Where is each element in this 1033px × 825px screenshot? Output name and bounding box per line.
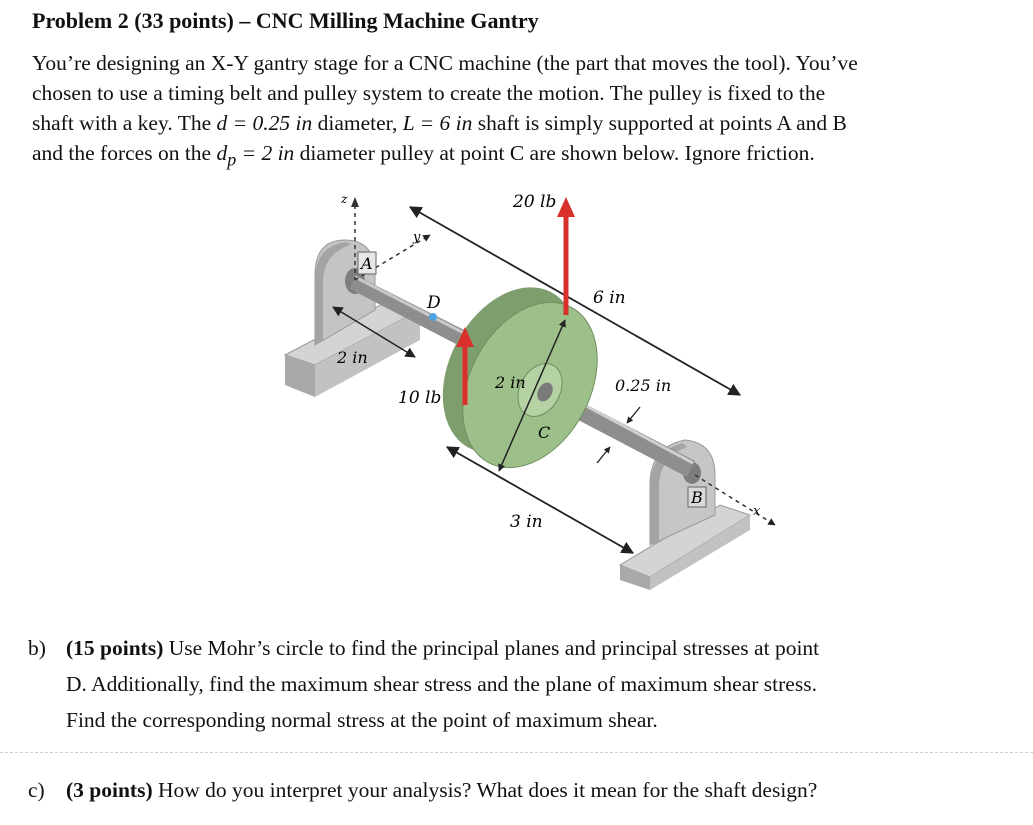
c-to-b-dimension-label: 3 in (510, 512, 543, 532)
point-c-label: C (538, 423, 551, 442)
part-b-text: Use Mohr’s circle to find the principal planes and principal stresses at point (163, 636, 820, 660)
intro-text: diameter, (312, 111, 403, 135)
pulley-diameter-value: = 2 in (236, 141, 295, 165)
figure-canvas (255, 185, 795, 595)
c-to-b-dimension-line (447, 447, 633, 553)
shaft-length-expression: L = 6 in (402, 111, 473, 135)
shaft-diameter-label: 0.25 in (615, 376, 672, 395)
problem-title: Problem 2 (33 points) – CNC Milling Machine Gantry (32, 8, 539, 33)
part-c-text: How do you interpret your analysis? What does it mean for the shaft design? (152, 778, 818, 802)
part-b-points: (15 points) (66, 636, 164, 660)
force-20lb-arrow (557, 197, 575, 315)
shaft-diameter-arrow-bottom (597, 447, 610, 463)
part-b-line (28, 630, 1028, 666)
divider (0, 752, 1033, 754)
pulley-diameter-label: 2 in (495, 373, 526, 392)
force-20lb-label: 20 lb (513, 192, 557, 212)
axis-x-label: x (753, 504, 761, 519)
intro-line (32, 138, 1022, 174)
problem-intro (32, 48, 1022, 174)
intro-line (32, 108, 1022, 138)
part-b-line: Find the corresponding normal stress at the point of maximum shear. (66, 708, 658, 732)
part-b-question (28, 630, 1028, 738)
part-c-points: (3 points) (66, 778, 153, 802)
axis-z-label: z (341, 192, 348, 206)
point-a-label: A (361, 254, 373, 273)
point-b-label: B (691, 488, 703, 507)
gantry-shaft-figure (255, 185, 795, 595)
intro-line: You’re designing an X-Y gantry stage for a CNC machine (the part that moves the tool). You’ve (32, 51, 858, 75)
pulley-diameter-symbol: d (216, 141, 228, 165)
shaft-diameter-expression: d = 0.25 in (216, 111, 313, 135)
length-dimension-label: 6 in (593, 288, 626, 308)
part-c-label: c) (28, 778, 45, 802)
axis-y-label: y (413, 230, 421, 245)
intro-text: shaft is simply supported at points A and B (472, 111, 847, 135)
point-d-marker (429, 313, 437, 321)
part-b-line: D. Additionally, find the maximum shear stress and the plane of maximum shear stress. (66, 672, 817, 696)
intro-line: chosen to use a timing belt and pulley system to create the motion. The pulley is fixed to the (32, 81, 826, 105)
part-c-question (28, 772, 1028, 808)
a-to-d-dimension-label: 2 in (337, 348, 368, 367)
shaft-diameter-arrow-top (627, 407, 640, 423)
point-d-label: D (427, 293, 441, 313)
part-b-label: b) (28, 636, 46, 660)
intro-text: shaft with a key. The (32, 111, 217, 135)
intro-text: diameter pulley at point C are shown below. Ignore friction. (294, 141, 815, 165)
pulley-diameter-subscript: p (227, 149, 237, 170)
force-10lb-label: 10 lb (398, 388, 442, 408)
intro-text: and the forces on the (32, 141, 217, 165)
